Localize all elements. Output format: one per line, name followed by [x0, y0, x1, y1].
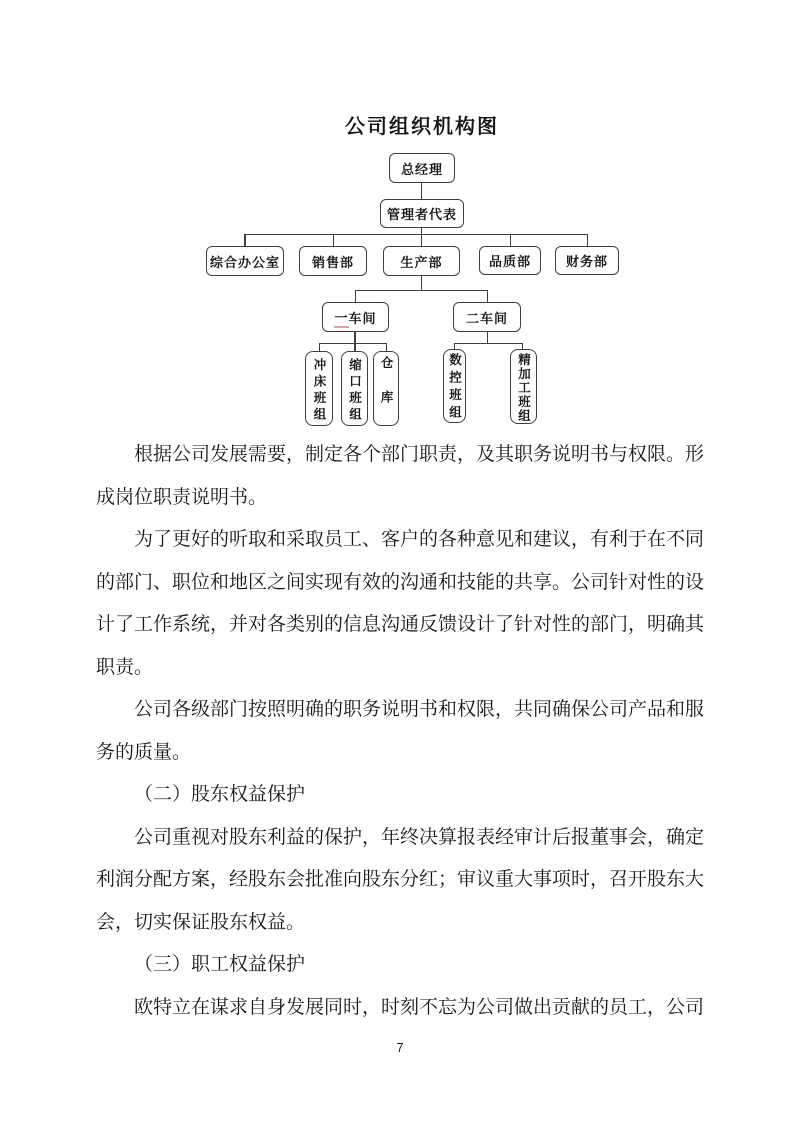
- heading-employee-rights: （三）职工权益保护: [134, 954, 306, 975]
- node-warehouse: 仓库: [373, 351, 399, 426]
- heading-shareholder-rights: （二）股东权益保护: [134, 784, 306, 805]
- connector-line: [421, 183, 423, 199]
- connector-line: [487, 331, 489, 343]
- org-chart: [0, 0, 800, 440]
- connector-line: [355, 290, 489, 292]
- workshop-1-underlined-char: 一: [334, 307, 348, 328]
- node-quality-dept: 品质部: [479, 246, 541, 275]
- paragraph-shareholder: 公司重视对股东利益的保护，年终决算报表经审计后报董事会，确定利润分配方案，经股东会批准向股东分红；审议重大事项时，召开股东大会，切实保证股东权益。: [96, 826, 705, 933]
- paragraph-employee: 欧特立在谋求自身发展同时，时刻不忘为公司做出贡献的员工，公司: [134, 996, 705, 1018]
- connector-line: [354, 331, 356, 351]
- node-punch-press-team: 冲床班组: [305, 351, 333, 426]
- node-finishing-team: 精加工班组: [510, 349, 537, 424]
- page-number: 7: [396, 1040, 404, 1055]
- connector-line: [587, 234, 589, 247]
- node-general-manager: 总经理: [389, 153, 455, 183]
- connector-line: [244, 234, 588, 236]
- node-cnc-team: 数控班组: [443, 349, 466, 423]
- connector-line: [244, 234, 246, 247]
- node-necking-team: 缩口班组: [341, 351, 368, 426]
- workshop-1-label-rest: 车间: [348, 310, 377, 326]
- connector-line: [355, 290, 357, 303]
- paragraph-duties: 根据公司发展需要，制定各个部门职责，及其职务说明书与权限。形成岗位职责说明书。: [96, 444, 705, 508]
- connector-line: [333, 234, 335, 247]
- node-sales-dept: 销售部: [299, 246, 367, 276]
- connector-line: [421, 227, 423, 246]
- node-workshop-2: 二车间: [453, 302, 521, 332]
- connector-line: [421, 276, 423, 290]
- node-management-representative: 管理者代表: [380, 199, 464, 228]
- node-workshop-1: [322, 302, 389, 332]
- body-text: [96, 434, 704, 1029]
- connector-line: [319, 343, 321, 352]
- node-finance-dept: 财务部: [555, 246, 619, 275]
- node-admin-office: 综合办公室: [206, 246, 284, 276]
- connector-line: [454, 343, 524, 345]
- chart-title: 公司组织机构图: [345, 116, 499, 138]
- paragraph-quality: 公司各级部门按照明确的职务说明书和权限，共同确保公司产品和服务的质量。: [96, 699, 705, 763]
- connector-line: [510, 234, 512, 247]
- connector-line: [319, 343, 387, 345]
- connector-line: [487, 290, 489, 303]
- connector-line: [386, 343, 388, 352]
- node-production-dept: 生产部: [383, 246, 460, 276]
- paragraph-communication: 为了更好的听取和采取员工、客户的各种意见和建议，有利于在不同的部门、职位和地区之间实现有效的沟通和技能的共享。公司针对性的设计了工作系统，并对各类别的信息沟通反馈设计了针对性的部门，明确其职责。: [96, 529, 705, 678]
